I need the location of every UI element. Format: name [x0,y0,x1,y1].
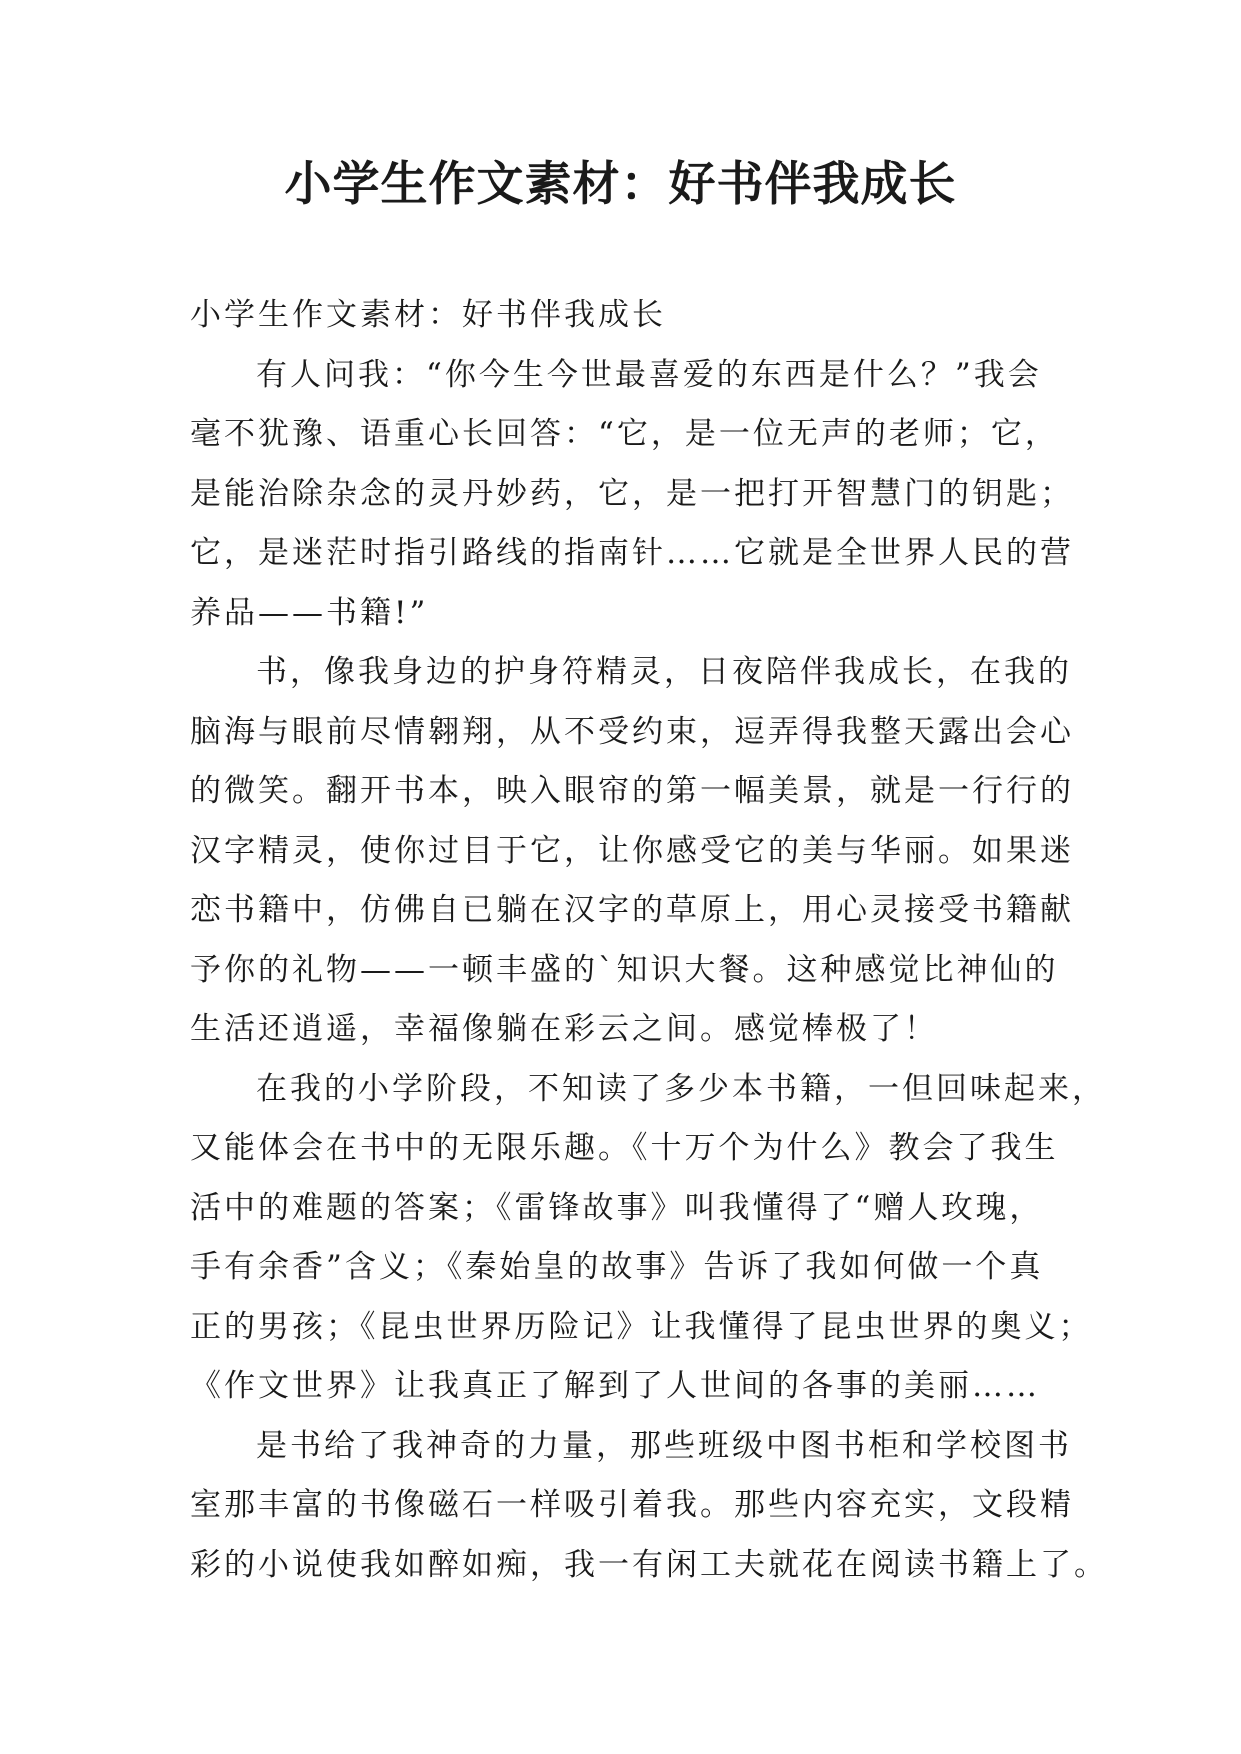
paragraph-line: 活中的难题的答案；《雷锋故事》叫我懂得了“赠人玫瑰， [190,1189,1044,1226]
paragraph-line: 书，像我身边的护身符精灵，日夜陪伴我成长，在我的 [256,654,1072,690]
paragraph-4 [190,1417,1108,1596]
paragraph-line: 毫不犹豫、语重心长回答：“它，是一位无声的老师；它， [190,416,1059,452]
paragraph-3 [190,1060,1106,1417]
paragraph-line: 是书给了我神奇的力量，那些班级中图书柜和学校图书 [256,1427,1072,1464]
paragraph-line: 在我的小学阶段，不知读了多少本书籍，一但回味起来， [256,1070,1106,1107]
paragraph-line: 养品——书籍!” [190,594,429,631]
subtitle-line: 小学生作文素材：好书伴我成长 [190,297,666,333]
paragraph-line: 脑海与眼前尽情翱翔，从不受约束，逗弄得我整天露出会心 [190,713,1074,750]
paragraph-line: 有人问我：“你今生今世最喜爱的东西是什么？”我会 [256,356,1042,393]
paragraph-line: 是能治除杂念的灵丹妙药，它，是一把打开智慧门的钥匙； [190,475,1074,512]
paragraph-line: 手有余香”含义；《秦始皇的故事》告诉了我如何做一个真 [190,1249,1044,1285]
paragraph-line: 恋书籍中，仿佛自已躺在汉字的草原上，用心灵接受书籍献 [190,892,1074,928]
paragraph-line: 又能体会在书中的无限乐趣。《十万个为什么》教会了我生 [190,1130,1059,1166]
paragraph-1 [190,346,1095,644]
paragraph-line: 的微笑。翻开书本，映入眼帘的第一幅美景，就是一行行的 [190,773,1074,809]
paragraph-line: 正的男孩；《昆虫世界历险记》让我懂得了昆虫世界的奥义； [190,1308,1093,1345]
document-title: 小学生作文素材：好书伴我成长 [284,157,957,212]
paragraph-line: 它，是迷茫时指引路线的指南针……它就是全世界人民的营 [190,535,1074,571]
paragraph-line: 生活还逍遥，幸福像躺在彩云之间。感觉棒极了！ [190,1011,938,1047]
document-body [190,286,1108,1595]
paragraph-line: 予你的礼物——一顿丰盛的`知识大餐。这种感觉比神仙的 [190,951,1059,988]
paragraph-line: 彩的小说使我如醉如痴，我一有闲工夫就花在阅读书籍上了。 [190,1546,1108,1583]
paragraph-line: 汉字精灵，使你过目于它，让你感受它的美与华丽。如果迷 [190,832,1074,869]
paragraph-2 [190,643,1095,1060]
paragraph-line: 《作文世界》让我真正了解到了人世间的各事的美丽…… [190,1368,1040,1404]
paragraph-line: 室那丰富的书像磁石一样吸引着我。那些内容充实，文段精 [190,1487,1074,1523]
